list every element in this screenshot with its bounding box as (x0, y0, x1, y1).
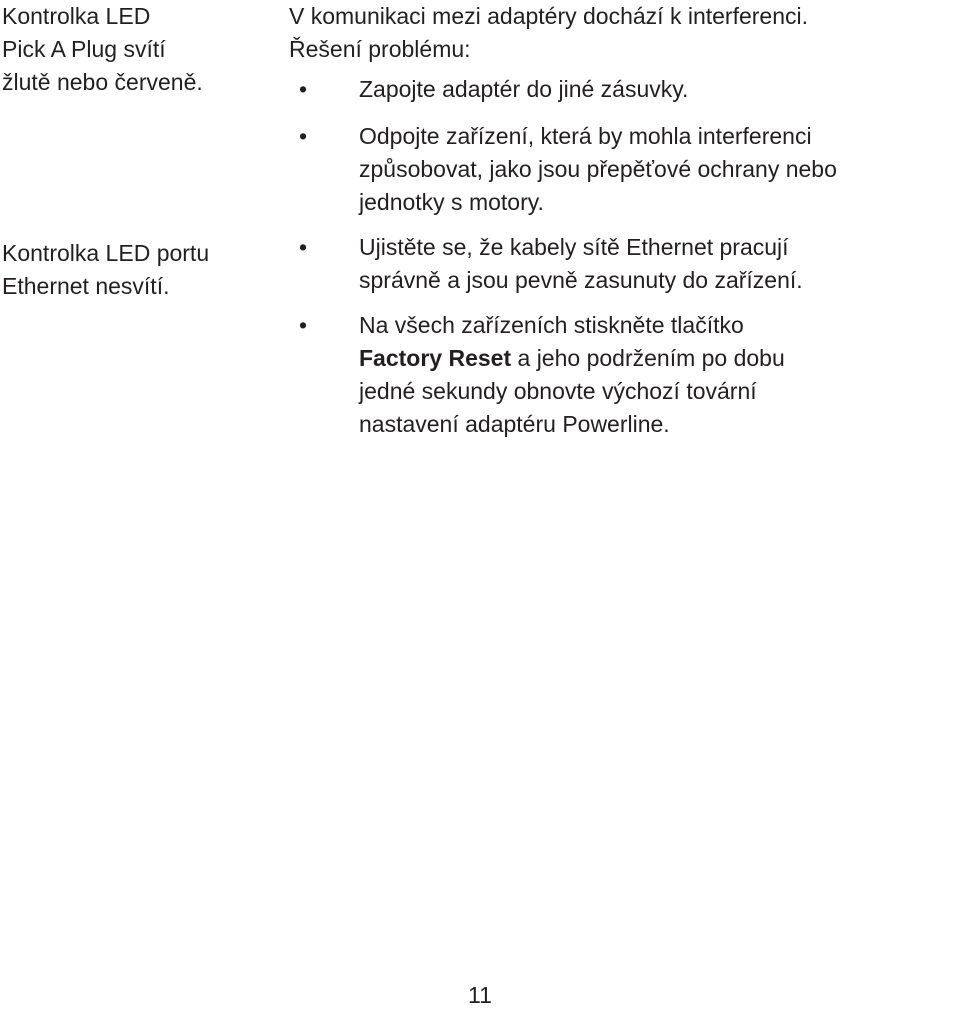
solution-text-line: Ujistěte se, že kabely sítě Ethernet pracují (359, 234, 789, 260)
bullet-icon: • (299, 123, 308, 149)
symptom-text-line: Kontrolka LED portu (2, 240, 210, 266)
solution-item (289, 231, 959, 297)
solution-item (289, 309, 959, 441)
symptom-text-line: Kontrolka LED (2, 3, 151, 29)
factory-reset-label: Factory Reset (359, 345, 512, 371)
symptom-led-ethernet (2, 237, 277, 303)
page-number: 11 (468, 982, 492, 1008)
solution-intro (289, 0, 959, 66)
intro-line: Řešení problému: (289, 36, 471, 62)
solution-text-line: jednotky s motory. (359, 189, 544, 215)
solution-text-line (359, 342, 959, 375)
intro-line: V komunikaci mezi adaptéry dochází k interferenci. (289, 3, 809, 29)
solution-text-line: Na všech zařízeních stiskněte tlačítko (359, 312, 744, 338)
symptom-text-line: Pick A Plug svítí (2, 36, 166, 62)
solution-list (289, 73, 959, 441)
solution-column (289, 0, 959, 441)
solution-item (289, 120, 959, 219)
bullet-icon: • (299, 234, 308, 260)
symptom-led-pick-a-plug (2, 0, 277, 99)
solution-text-line: nastavení adaptéru Powerline. (359, 411, 670, 437)
solution-item (289, 73, 959, 106)
symptom-text-line: žlutě nebo červeně. (2, 69, 203, 95)
solution-text-line: Zapojte adaptér do jiné zásuvky. (359, 76, 689, 102)
solution-text-line: správně a jsou pevně zasunuty do zařízení. (359, 267, 803, 293)
symptom-text-line: Ethernet nesvítí. (2, 273, 170, 299)
bullet-icon: • (299, 312, 308, 338)
bullet-icon: • (299, 76, 308, 102)
solution-text-line: jedné sekundy obnovte výchozí tovární (359, 378, 757, 404)
solution-text-fragment: a jeho podržením po dobu (511, 345, 785, 371)
solution-text-line: způsobovat, jako jsou přepěťové ochrany nebo (359, 156, 837, 182)
solution-text-line: Odpojte zařízení, která by mohla interferenci (359, 123, 812, 149)
